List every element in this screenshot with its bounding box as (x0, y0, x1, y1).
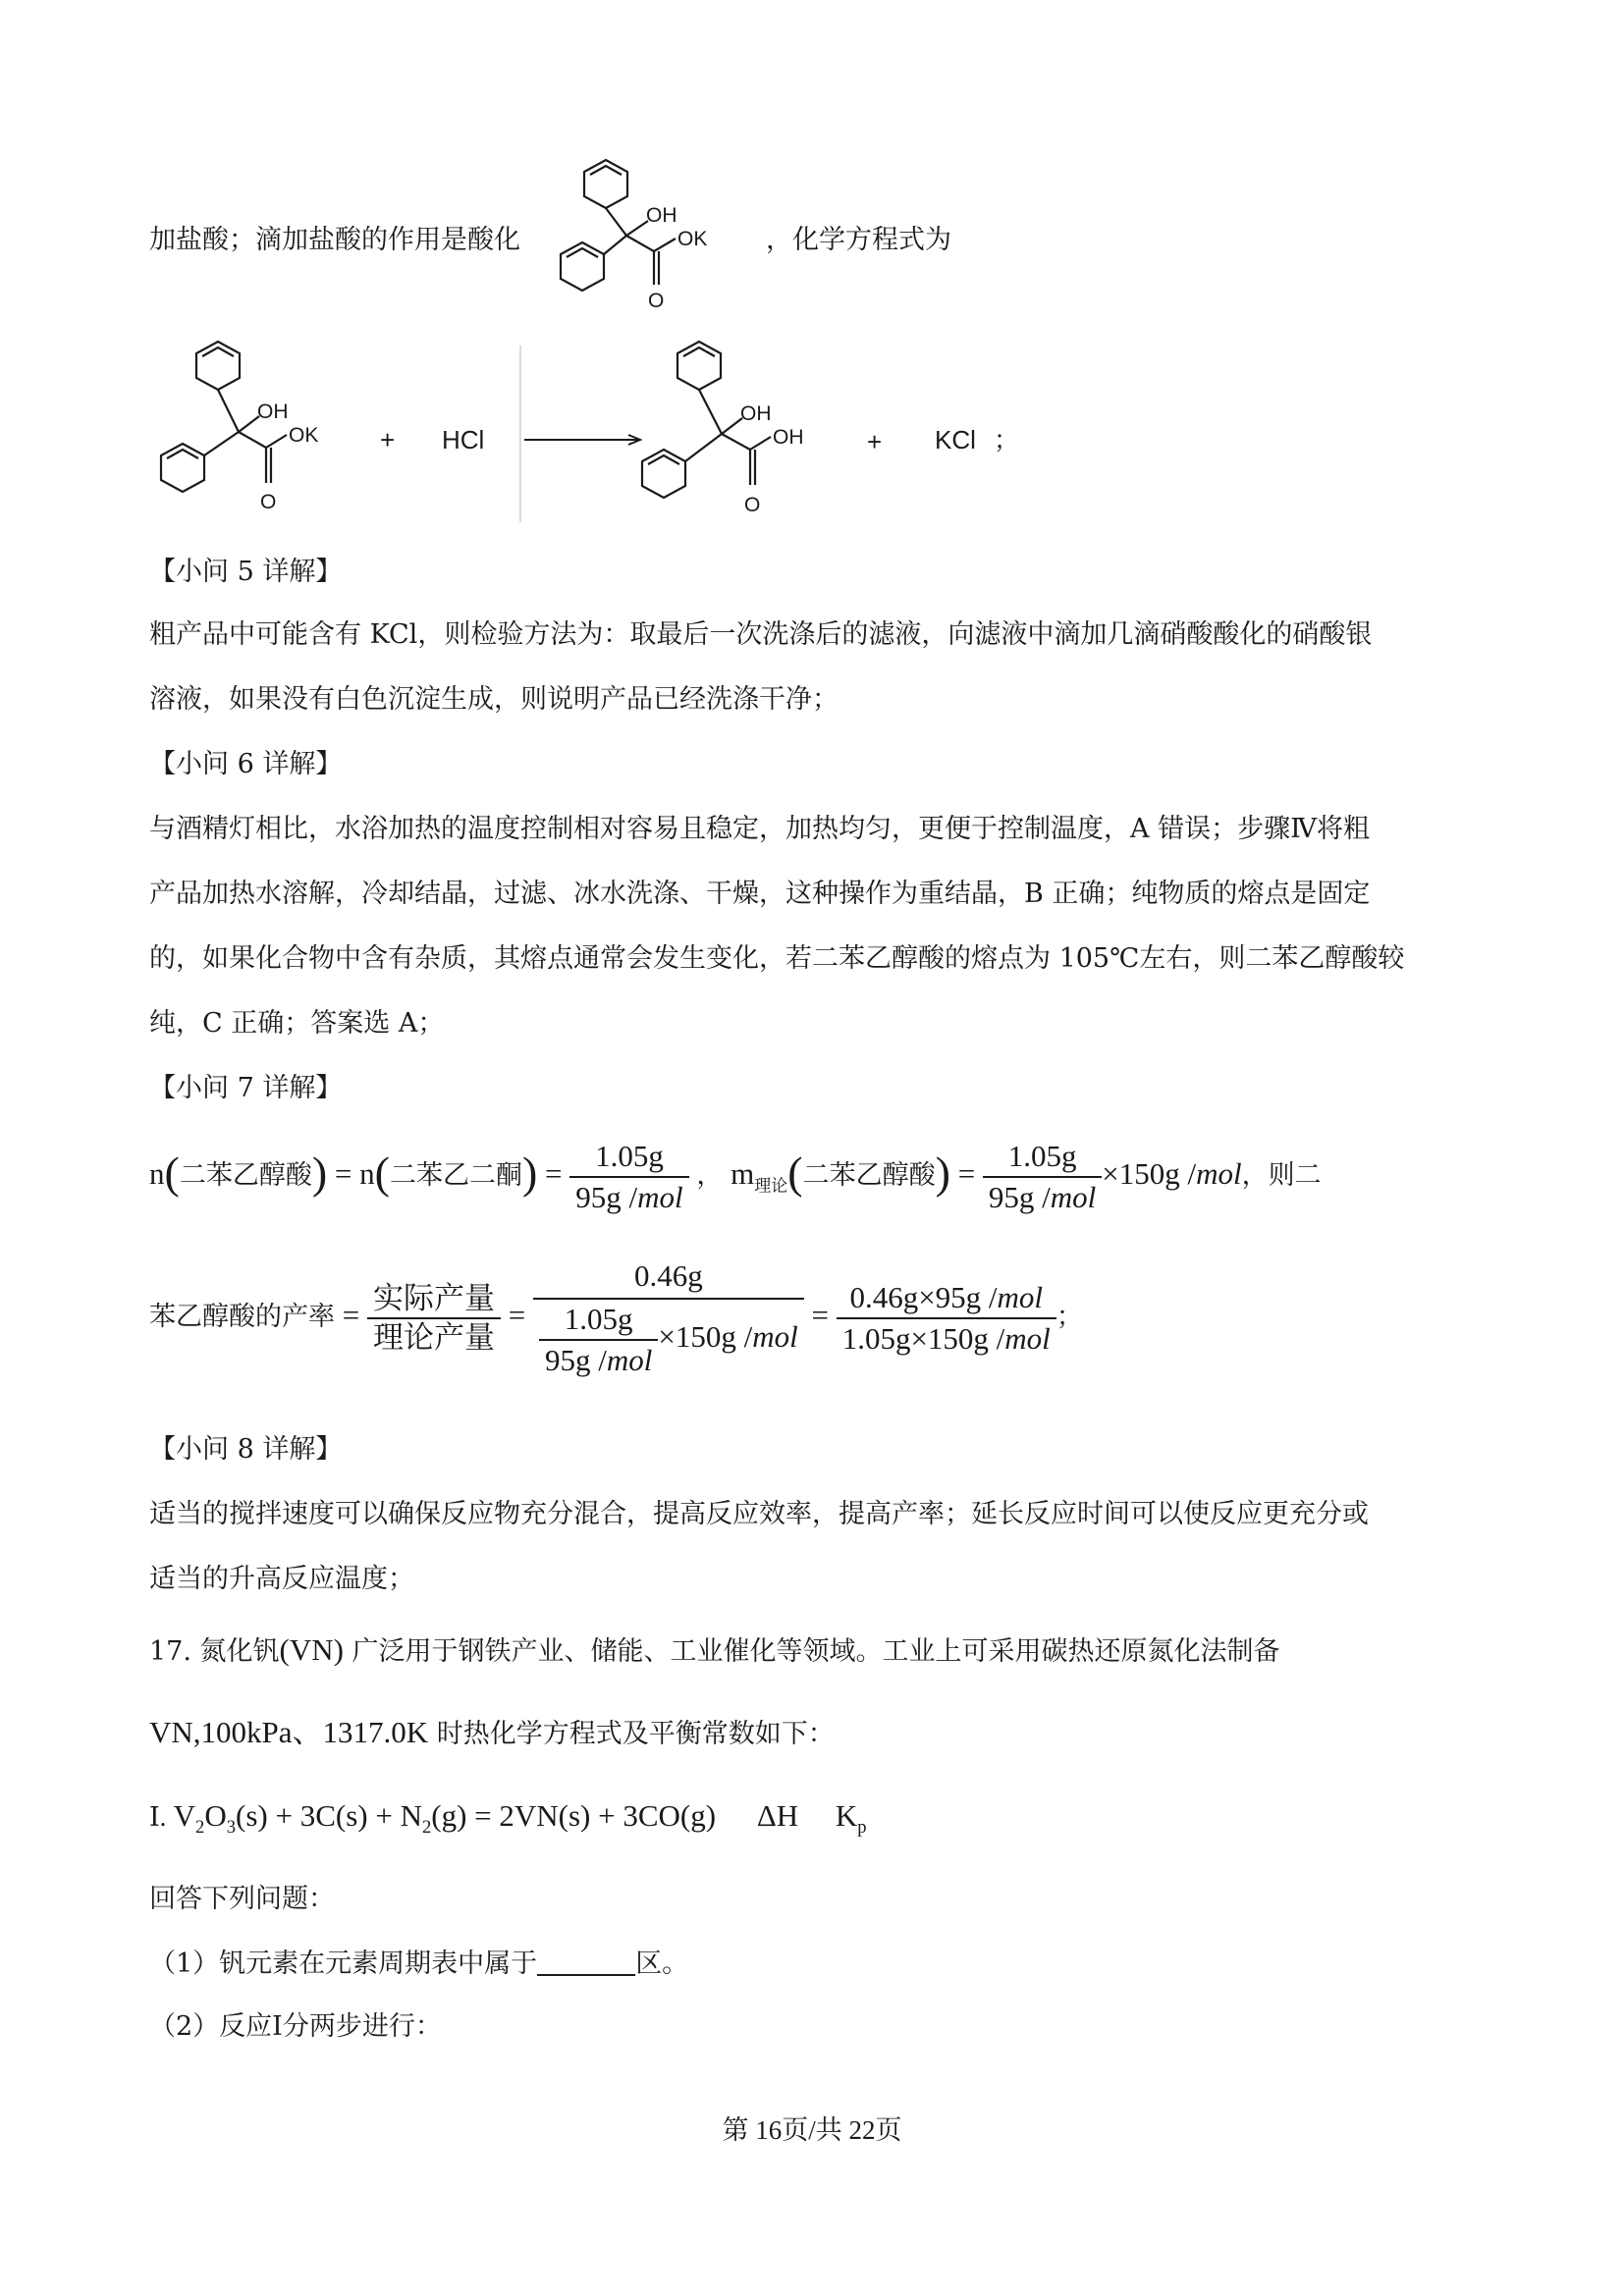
den2-unit: mol (1050, 1180, 1097, 1214)
fraction-theoretical (983, 1139, 1102, 1215)
q17-part-2: （2）反应Ⅰ分两步进行： (149, 2011, 442, 2042)
equals-sign: = (334, 1156, 352, 1192)
mass-symbol-m: m (731, 1156, 755, 1192)
kp-subscript: p (857, 1817, 867, 1839)
ratio-fraction (367, 1282, 501, 1355)
compound-benzilic-acid-2: 二苯乙醇酸 (802, 1160, 936, 1191)
q17-part-1 (149, 1948, 688, 1981)
formula-2-end: ； (1056, 1302, 1083, 1332)
inner-multiplier: ×150g / (658, 1319, 753, 1355)
oxygen-subscript: 3 (226, 1817, 236, 1839)
vanadium-subscript: 2 (195, 1817, 205, 1839)
q17-intro (149, 1633, 1280, 1669)
fraction-denominator (569, 1178, 688, 1215)
fraction-moles (569, 1139, 688, 1215)
product-o-label: O (744, 494, 761, 516)
equals-sign-2: = (545, 1156, 563, 1192)
compound-denominator (533, 1300, 804, 1378)
inner-den-unit: mol (606, 1343, 653, 1377)
potassium-benzilate-structure (550, 152, 761, 319)
reaction-part-1: (s) + 3C(s) + N (236, 1798, 422, 1833)
fraction2-denominator (983, 1178, 1102, 1215)
inner-den-value: 95g / (544, 1343, 607, 1377)
reaction-part-2: (g) = 2VN(s) + 3CO(g) (431, 1798, 717, 1833)
reactant-o-label: O (260, 491, 277, 513)
q7-heading: 【小问 7 详解】 (149, 1073, 343, 1103)
fraction2-numerator: 1.05g (983, 1139, 1102, 1178)
mass-subscript: 理论 (754, 1176, 788, 1196)
theoretical-yield-label: 理论产量 (372, 1320, 495, 1355)
simplified-denominator (837, 1319, 1056, 1357)
nitrogen-subscript: 2 (421, 1817, 432, 1839)
reactant-structure (147, 334, 358, 520)
q8-line-1: 适当的搅拌速度可以确保反应物充分混合，提高反应效率，提高产率；延长反应时间可以使反应更充分或 (149, 1499, 1369, 1529)
fraction-numerator: 1.05g (569, 1139, 688, 1178)
q6-line-1: 与酒精灯相比，水浴加热的温度控制相对容易且稳定，加热均匀，更便于控制温度，A 错误；步骤Ⅳ将粗 (149, 814, 1371, 844)
q17-conditions (149, 1716, 835, 1751)
carbonyl-o-label: O (648, 290, 665, 312)
compound-fraction (533, 1258, 804, 1378)
equals-sign-3: = (957, 1156, 976, 1192)
oh-label: OH (646, 204, 677, 227)
simplified-num-unit: mol (997, 1280, 1044, 1314)
q8-line-2: 适当的升高反应温度； (149, 1564, 414, 1594)
answer-lead: 回答下列问题： (149, 1884, 335, 1914)
formula-1-tail: ，则二 (1241, 1160, 1322, 1191)
q5-heading: 【小问 5 详解】 (149, 557, 343, 587)
plus-sign-1: + (380, 425, 396, 454)
q8-heading: 【小问 8 详解】 (149, 1434, 343, 1465)
part-1-suffix: 区。 (635, 1949, 689, 1979)
yield-label: 苯乙醇酸的产率 (149, 1302, 335, 1332)
inner-numerator: 1.05g (539, 1302, 658, 1341)
plus-sign-2: + (867, 427, 883, 456)
actual-yield-label: 实际产量 (367, 1282, 501, 1319)
answer-blank[interactable] (537, 1949, 635, 1976)
equation-end: ； (994, 425, 1020, 454)
moles-symbol-n: n (149, 1156, 165, 1192)
reactant-oh-label: OH (257, 400, 289, 423)
q17-intro-b: 广泛用于钢铁产业、储能、工业催化等领域。工业上可采用碳热还原氮化法制备 (343, 1636, 1280, 1667)
line1-text-before: 加盐酸；滴加盐酸的作用是酸化 (149, 225, 520, 255)
moles-symbol-n-2: n (359, 1156, 375, 1192)
part-1-question: （1）钒元素在元素周期表中属于 (149, 1949, 538, 1979)
line1-text-after: ，化学方程式为 (766, 225, 951, 255)
product-oh-label: OH (740, 402, 772, 425)
simplified-den-unit: mol (1004, 1321, 1051, 1356)
compound-benzil: 二苯乙二酮 (389, 1160, 522, 1191)
scan-artifact-line (519, 346, 521, 522)
simplified-den-value: 1.05g×150g / (841, 1321, 1005, 1356)
q5-line-2: 溶液，如果没有白色沉淀生成，则说明产品已经洗涤干净； (149, 684, 839, 715)
q6-line-2: 产品加热水溶解，冷却结晶，过滤、冰水洗涤、干燥，这种操作为重结晶，B 正确；纯物质的熔点是固定 (149, 879, 1371, 909)
compound-benzilic-acid: 二苯乙醇酸 (179, 1160, 312, 1191)
ok-label: OK (677, 228, 708, 250)
benzilic-acid-structure (628, 334, 864, 520)
reaction-i (149, 1798, 867, 1839)
vanadium-symbol: V (173, 1798, 196, 1833)
q17-intro-a: 17. 氮化钒 (149, 1636, 280, 1667)
enthalpy-symbol: ΔH (756, 1798, 799, 1833)
inner-fraction (539, 1302, 658, 1378)
q7-formula-2: 苯乙醇酸的产率 = $\frac{\text{实际产量}}{\text{理论产量}}$ = 0.46g $\frac{1.05g}{\text{95g /mol}}$ ×150g /mol = $\frac{\text{0.46g×95g /mol}}{\text{1.05g×150g /mol}}$ ； (149, 1258, 1083, 1377)
simplified-num-value: 0.46g×95g / (849, 1280, 998, 1314)
q6-line-4: 纯，C 正确；答案选 A； (149, 1008, 445, 1039)
kcl-label: KCl (935, 425, 976, 454)
product-acid-oh-label: OH (773, 426, 804, 449)
q7-formula-1: n(二苯乙醇酸) = n(二苯乙二酮) = $\frac{1.05g}{\text{95g /mol}}$ ， $m_{理论}$(二苯乙醇酸) = $\frac{1.05g}{\text{95g /mol}}$ ×150g /mol，则二 (149, 1139, 1322, 1214)
reactant-ok-label: OK (289, 424, 319, 447)
vn-formula: (VN) (279, 1632, 344, 1667)
inner-multiplier-unit: mol (752, 1319, 798, 1355)
comma: ， (696, 1160, 724, 1191)
q6-heading: 【小问 6 详解】 (149, 749, 343, 779)
conditions-formula: VN,100kPa、1317.0K (149, 1715, 429, 1749)
den2-value: 95g / (988, 1180, 1051, 1214)
inner-denominator (539, 1341, 658, 1378)
simplified-fraction (837, 1280, 1056, 1357)
multiplier: ×150g / (1102, 1156, 1197, 1192)
q5-line-1: 粗产品中可能含有 KCl，则检验方法为：取最后一次洗涤后的滤液，向滤液中滴加几滴硝酸酸化的硝酸银 (149, 619, 1373, 650)
q6-line-3: 的，如果化合物中含有杂质，其熔点通常会发生变化，若二苯乙醇酸的熔点为 105℃左右，则二苯乙醇酸较 (149, 943, 1405, 974)
oxygen-symbol: O (204, 1798, 227, 1833)
conditions-tail: 时热化学方程式及平衡常数如下： (428, 1719, 835, 1749)
page-footer: 第 16页/共 22页 (722, 2115, 902, 2145)
hcl-label: HCl (442, 425, 485, 454)
compound-numerator: 0.46g (533, 1258, 804, 1300)
simplified-numerator (837, 1280, 1056, 1319)
equilibrium-constant-symbol: K (835, 1798, 858, 1833)
reaction-label: Ⅰ. (149, 1802, 167, 1832)
den-unit: mol (637, 1180, 683, 1214)
den-value: 95g / (575, 1180, 638, 1214)
multiplier-unit: mol (1196, 1156, 1242, 1192)
